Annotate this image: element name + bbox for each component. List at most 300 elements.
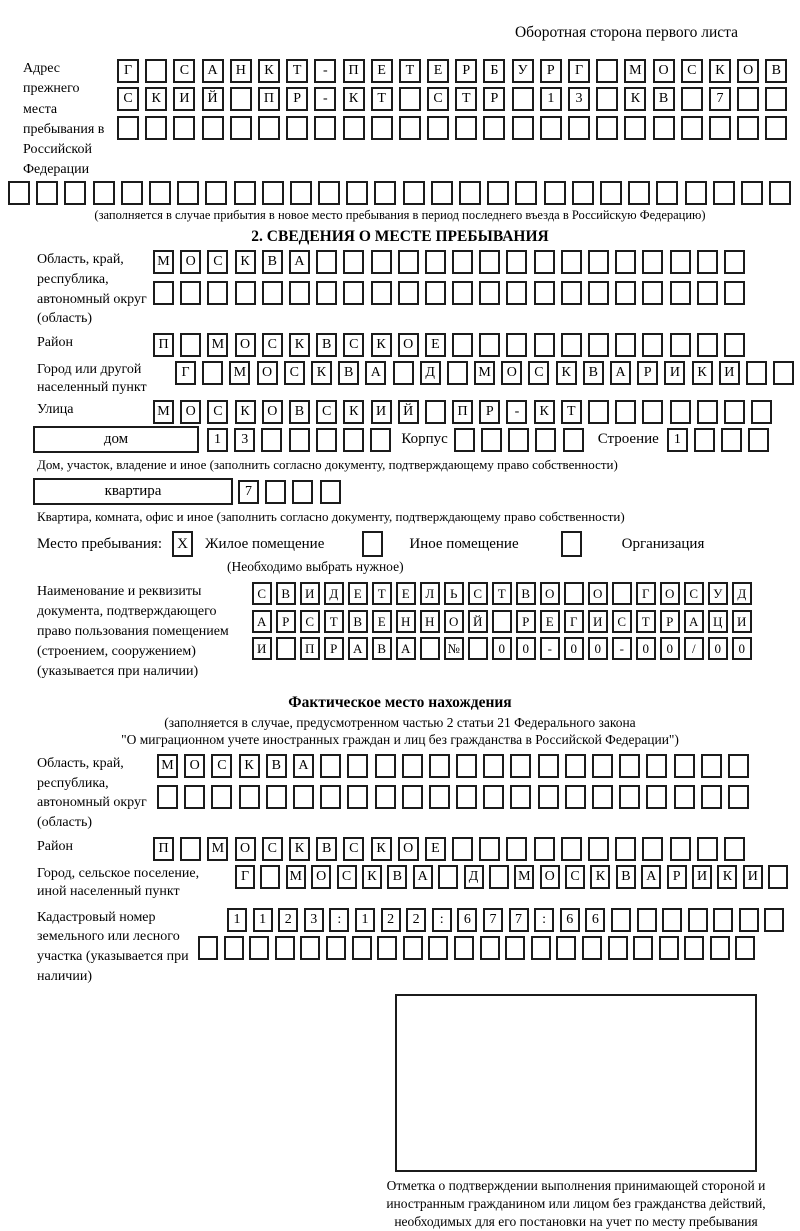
char-cell[interactable] <box>701 785 722 809</box>
char-cell[interactable] <box>326 936 346 960</box>
char-cell[interactable]: О <box>180 250 201 274</box>
char-cell[interactable] <box>343 281 364 305</box>
char-cell[interactable] <box>249 936 269 960</box>
char-cell[interactable]: С <box>337 865 357 889</box>
char-cell[interactable]: Б <box>483 59 505 83</box>
char-cell[interactable] <box>239 785 260 809</box>
char-cell[interactable]: № <box>444 637 464 660</box>
char-cell[interactable]: Й <box>398 400 419 424</box>
char-cell[interactable]: И <box>732 610 752 633</box>
char-cell[interactable] <box>316 428 337 452</box>
char-cell[interactable] <box>751 400 772 424</box>
char-cell[interactable] <box>452 281 473 305</box>
char-cell[interactable]: 1 <box>253 908 273 932</box>
char-cell[interactable]: Т <box>561 400 582 424</box>
char-cell[interactable]: 0 <box>660 637 680 660</box>
char-cell[interactable]: С <box>681 59 703 83</box>
char-cell[interactable] <box>670 333 691 357</box>
house-type-box[interactable]: дом <box>33 426 199 453</box>
char-cell[interactable] <box>773 361 794 385</box>
char-cell[interactable]: / <box>684 637 704 660</box>
char-cell[interactable]: Р <box>516 610 536 633</box>
char-cell[interactable] <box>724 400 745 424</box>
char-cell[interactable] <box>642 400 663 424</box>
char-cell[interactable]: Е <box>540 610 560 633</box>
char-cell[interactable] <box>483 116 505 140</box>
char-cell[interactable]: Г <box>235 865 255 889</box>
char-cell[interactable] <box>427 116 449 140</box>
char-cell[interactable] <box>180 837 201 861</box>
char-cell[interactable]: М <box>207 837 228 861</box>
char-cell[interactable]: В <box>516 582 536 605</box>
char-cell[interactable] <box>489 865 509 889</box>
char-cell[interactable] <box>262 181 284 205</box>
char-cell[interactable] <box>592 754 613 778</box>
char-cell[interactable]: К <box>311 361 332 385</box>
char-cell[interactable] <box>454 936 474 960</box>
char-cell[interactable]: Е <box>396 582 416 605</box>
char-cell[interactable] <box>177 181 199 205</box>
char-cell[interactable]: Л <box>420 582 440 605</box>
char-cell[interactable]: 2 <box>406 908 426 932</box>
char-cell[interactable]: Р <box>286 87 308 111</box>
char-cell[interactable]: С <box>684 582 704 605</box>
char-cell[interactable] <box>642 837 663 861</box>
char-cell[interactable]: К <box>590 865 610 889</box>
char-cell[interactable]: Д <box>732 582 752 605</box>
char-cell[interactable]: Й <box>202 87 224 111</box>
char-cell[interactable] <box>588 400 609 424</box>
char-cell[interactable] <box>615 837 636 861</box>
char-cell[interactable]: С <box>207 250 228 274</box>
char-cell[interactable] <box>459 181 481 205</box>
char-cell[interactable]: О <box>311 865 331 889</box>
char-cell[interactable]: А <box>413 865 433 889</box>
char-cell[interactable] <box>737 87 759 111</box>
char-cell[interactable] <box>506 250 527 274</box>
char-cell[interactable]: 1 <box>667 428 688 452</box>
char-cell[interactable] <box>506 281 527 305</box>
char-cell[interactable] <box>276 637 296 660</box>
char-cell[interactable]: М <box>624 59 646 83</box>
char-cell[interactable]: 1 <box>227 908 247 932</box>
char-cell[interactable]: Р <box>540 59 562 83</box>
char-cell[interactable]: К <box>289 333 310 357</box>
char-cell[interactable] <box>479 250 500 274</box>
char-cell[interactable] <box>64 181 86 205</box>
char-cell[interactable]: Т <box>455 87 477 111</box>
char-cell[interactable]: А <box>365 361 386 385</box>
char-cell[interactable] <box>289 281 310 305</box>
char-cell[interactable]: О <box>588 582 608 605</box>
char-cell[interactable]: К <box>692 361 713 385</box>
char-cell[interactable] <box>261 428 282 452</box>
char-cell[interactable]: С <box>262 837 283 861</box>
char-cell[interactable] <box>510 754 531 778</box>
char-cell[interactable] <box>670 400 691 424</box>
char-cell[interactable]: : <box>534 908 554 932</box>
char-cell[interactable] <box>224 936 244 960</box>
char-cell[interactable] <box>399 116 421 140</box>
char-cell[interactable]: О <box>444 610 464 633</box>
char-cell[interactable] <box>561 281 582 305</box>
char-cell[interactable]: В <box>583 361 604 385</box>
char-cell[interactable]: В <box>276 582 296 605</box>
char-cell[interactable] <box>230 87 252 111</box>
char-cell[interactable] <box>454 428 475 452</box>
char-cell[interactable]: К <box>717 865 737 889</box>
char-cell[interactable]: Т <box>286 59 308 83</box>
char-cell[interactable] <box>456 754 477 778</box>
char-cell[interactable]: 0 <box>492 637 512 660</box>
char-cell[interactable] <box>728 754 749 778</box>
char-cell[interactable] <box>538 785 559 809</box>
char-cell[interactable] <box>596 59 618 83</box>
char-cell[interactable] <box>506 837 527 861</box>
char-cell[interactable] <box>198 936 218 960</box>
char-cell[interactable]: К <box>534 400 555 424</box>
char-cell[interactable]: Н <box>230 59 252 83</box>
char-cell[interactable]: С <box>343 837 364 861</box>
char-cell[interactable] <box>300 936 320 960</box>
char-cell[interactable]: О <box>540 865 560 889</box>
char-cell[interactable]: И <box>252 637 272 660</box>
apartment-type-box[interactable]: квартира <box>33 478 233 505</box>
char-cell[interactable] <box>429 785 450 809</box>
char-cell[interactable]: Р <box>660 610 680 633</box>
char-cell[interactable]: А <box>684 610 704 633</box>
char-cell[interactable]: Т <box>371 87 393 111</box>
char-cell[interactable]: А <box>396 637 416 660</box>
char-cell[interactable] <box>764 908 784 932</box>
char-cell[interactable] <box>710 936 730 960</box>
char-cell[interactable]: Р <box>667 865 687 889</box>
char-cell[interactable] <box>371 281 392 305</box>
char-cell[interactable]: О <box>501 361 522 385</box>
char-cell[interactable] <box>561 333 582 357</box>
char-cell[interactable]: А <box>202 59 224 83</box>
char-cell[interactable]: В <box>653 87 675 111</box>
char-cell[interactable]: С <box>284 361 305 385</box>
char-cell[interactable]: К <box>371 837 392 861</box>
char-cell[interactable] <box>483 754 504 778</box>
char-cell[interactable]: О <box>235 837 256 861</box>
char-cell[interactable]: 6 <box>560 908 580 932</box>
char-cell[interactable] <box>286 116 308 140</box>
char-cell[interactable] <box>510 785 531 809</box>
char-cell[interactable] <box>371 250 392 274</box>
char-cell[interactable] <box>582 936 602 960</box>
char-cell[interactable]: Е <box>425 837 446 861</box>
char-cell[interactable]: - <box>314 87 336 111</box>
char-cell[interactable] <box>456 785 477 809</box>
char-cell[interactable]: Д <box>324 582 344 605</box>
char-cell[interactable] <box>207 281 228 305</box>
char-cell[interactable]: К <box>624 87 646 111</box>
char-cell[interactable] <box>765 116 787 140</box>
char-cell[interactable]: 1 <box>540 87 562 111</box>
char-cell[interactable] <box>343 116 365 140</box>
char-cell[interactable]: Й <box>468 610 488 633</box>
char-cell[interactable] <box>447 361 468 385</box>
char-cell[interactable] <box>262 281 283 305</box>
char-cell[interactable] <box>375 754 396 778</box>
char-cell[interactable]: 0 <box>636 637 656 660</box>
char-cell[interactable]: 6 <box>457 908 477 932</box>
char-cell[interactable] <box>235 281 256 305</box>
char-cell[interactable]: Г <box>175 361 196 385</box>
char-cell[interactable] <box>375 785 396 809</box>
char-cell[interactable]: И <box>719 361 740 385</box>
char-cell[interactable] <box>452 837 473 861</box>
char-cell[interactable]: О <box>737 59 759 83</box>
char-cell[interactable]: Ц <box>708 610 728 633</box>
char-cell[interactable] <box>149 181 171 205</box>
char-cell[interactable] <box>211 785 232 809</box>
char-cell[interactable] <box>694 428 715 452</box>
char-cell[interactable] <box>538 754 559 778</box>
char-cell[interactable] <box>713 908 733 932</box>
char-cell[interactable] <box>8 181 30 205</box>
char-cell[interactable] <box>479 837 500 861</box>
char-cell[interactable] <box>728 785 749 809</box>
char-cell[interactable] <box>600 181 622 205</box>
char-cell[interactable]: В <box>338 361 359 385</box>
char-cell[interactable] <box>674 754 695 778</box>
char-cell[interactable] <box>596 87 618 111</box>
char-cell[interactable] <box>117 116 139 140</box>
char-cell[interactable]: В <box>289 400 310 424</box>
char-cell[interactable]: В <box>616 865 636 889</box>
char-cell[interactable]: О <box>235 333 256 357</box>
char-cell[interactable]: С <box>343 333 364 357</box>
char-cell[interactable]: - <box>540 637 560 660</box>
char-cell[interactable]: В <box>372 637 392 660</box>
char-cell[interactable]: Р <box>324 637 344 660</box>
char-cell[interactable] <box>479 281 500 305</box>
char-cell[interactable]: С <box>565 865 585 889</box>
char-cell[interactable] <box>611 908 631 932</box>
char-cell[interactable]: М <box>157 754 178 778</box>
char-cell[interactable]: В <box>316 837 337 861</box>
char-cell[interactable] <box>556 936 576 960</box>
char-cell[interactable]: А <box>252 610 272 633</box>
char-cell[interactable] <box>180 333 201 357</box>
char-cell[interactable] <box>202 361 223 385</box>
char-cell[interactable] <box>480 936 500 960</box>
char-cell[interactable]: К <box>362 865 382 889</box>
char-cell[interactable] <box>588 281 609 305</box>
char-cell[interactable]: 1 <box>207 428 228 452</box>
char-cell[interactable]: Г <box>636 582 656 605</box>
char-cell[interactable]: И <box>664 361 685 385</box>
char-cell[interactable] <box>506 333 527 357</box>
char-cell[interactable] <box>481 428 502 452</box>
char-cell[interactable] <box>316 250 337 274</box>
char-cell[interactable] <box>721 428 742 452</box>
char-cell[interactable]: В <box>387 865 407 889</box>
char-cell[interactable]: Н <box>396 610 416 633</box>
char-cell[interactable] <box>709 116 731 140</box>
char-cell[interactable]: О <box>184 754 205 778</box>
char-cell[interactable]: Р <box>455 59 477 83</box>
char-cell[interactable] <box>425 400 446 424</box>
char-cell[interactable] <box>314 116 336 140</box>
char-cell[interactable] <box>670 837 691 861</box>
char-cell[interactable] <box>737 116 759 140</box>
char-cell[interactable]: А <box>293 754 314 778</box>
char-cell[interactable] <box>615 281 636 305</box>
char-cell[interactable] <box>685 181 707 205</box>
char-cell[interactable] <box>398 250 419 274</box>
char-cell[interactable] <box>628 181 650 205</box>
char-cell[interactable] <box>398 281 419 305</box>
char-cell[interactable] <box>534 250 555 274</box>
char-cell[interactable] <box>642 250 663 274</box>
char-cell[interactable]: С <box>468 582 488 605</box>
char-cell[interactable]: К <box>371 333 392 357</box>
char-cell[interactable] <box>701 754 722 778</box>
char-cell[interactable] <box>370 428 391 452</box>
char-cell[interactable]: О <box>257 361 278 385</box>
char-cell[interactable]: В <box>266 754 287 778</box>
char-cell[interactable] <box>343 428 364 452</box>
char-cell[interactable] <box>713 181 735 205</box>
char-cell[interactable]: 0 <box>588 637 608 660</box>
char-cell[interactable]: К <box>289 837 310 861</box>
char-cell[interactable] <box>656 181 678 205</box>
char-cell[interactable]: П <box>452 400 473 424</box>
char-cell[interactable] <box>659 936 679 960</box>
char-cell[interactable]: О <box>653 59 675 83</box>
char-cell[interactable]: Р <box>637 361 658 385</box>
char-cell[interactable] <box>681 116 703 140</box>
char-cell[interactable] <box>642 281 663 305</box>
char-cell[interactable]: С <box>211 754 232 778</box>
char-cell[interactable]: И <box>173 87 195 111</box>
char-cell[interactable] <box>624 116 646 140</box>
char-cell[interactable] <box>724 281 745 305</box>
char-cell[interactable]: : <box>329 908 349 932</box>
char-cell[interactable] <box>670 250 691 274</box>
char-cell[interactable]: К <box>258 59 280 83</box>
char-cell[interactable] <box>234 181 256 205</box>
char-cell[interactable]: Е <box>348 582 368 605</box>
char-cell[interactable]: В <box>765 59 787 83</box>
char-cell[interactable] <box>93 181 115 205</box>
char-cell[interactable]: Р <box>276 610 296 633</box>
char-cell[interactable]: Г <box>564 610 584 633</box>
char-cell[interactable]: Е <box>427 59 449 83</box>
char-cell[interactable]: О <box>262 400 283 424</box>
char-cell[interactable]: В <box>262 250 283 274</box>
char-cell[interactable]: А <box>610 361 631 385</box>
char-cell[interactable]: Д <box>420 361 441 385</box>
char-cell[interactable]: Г <box>568 59 590 83</box>
char-cell[interactable] <box>735 936 755 960</box>
char-cell[interactable]: Т <box>492 582 512 605</box>
char-cell[interactable] <box>670 281 691 305</box>
char-cell[interactable]: 3 <box>568 87 590 111</box>
char-cell[interactable]: М <box>474 361 495 385</box>
char-cell[interactable] <box>592 785 613 809</box>
char-cell[interactable] <box>290 181 312 205</box>
char-cell[interactable] <box>320 785 341 809</box>
char-cell[interactable] <box>534 837 555 861</box>
char-cell[interactable] <box>646 754 667 778</box>
char-cell[interactable]: О <box>540 582 560 605</box>
char-cell[interactable]: С <box>528 361 549 385</box>
char-cell[interactable] <box>320 480 341 504</box>
char-cell[interactable]: 2 <box>381 908 401 932</box>
char-cell[interactable]: А <box>641 865 661 889</box>
char-cell[interactable] <box>173 116 195 140</box>
char-cell[interactable]: О <box>398 837 419 861</box>
char-cell[interactable]: П <box>258 87 280 111</box>
char-cell[interactable]: 3 <box>304 908 324 932</box>
char-cell[interactable] <box>202 116 224 140</box>
char-cell[interactable] <box>347 785 368 809</box>
char-cell[interactable]: П <box>300 637 320 660</box>
char-cell[interactable]: Е <box>371 59 393 83</box>
char-cell[interactable] <box>483 785 504 809</box>
char-cell[interactable]: - <box>506 400 527 424</box>
char-cell[interactable]: О <box>660 582 680 605</box>
stay-type-checkbox-organization[interactable] <box>561 531 582 557</box>
char-cell[interactable] <box>588 250 609 274</box>
char-cell[interactable]: В <box>316 333 337 357</box>
char-cell[interactable] <box>347 754 368 778</box>
char-cell[interactable]: У <box>512 59 534 83</box>
char-cell[interactable]: 0 <box>708 637 728 660</box>
char-cell[interactable] <box>596 116 618 140</box>
char-cell[interactable]: М <box>229 361 250 385</box>
char-cell[interactable] <box>505 936 525 960</box>
char-cell[interactable] <box>36 181 58 205</box>
char-cell[interactable] <box>540 116 562 140</box>
char-cell[interactable] <box>452 333 473 357</box>
char-cell[interactable]: 7 <box>238 480 259 504</box>
char-cell[interactable] <box>697 250 718 274</box>
stay-type-checkbox-other-premise[interactable] <box>362 531 383 557</box>
char-cell[interactable] <box>544 181 566 205</box>
char-cell[interactable] <box>429 754 450 778</box>
char-cell[interactable] <box>455 116 477 140</box>
char-cell[interactable] <box>377 936 397 960</box>
char-cell[interactable]: И <box>371 400 392 424</box>
char-cell[interactable]: Е <box>425 333 446 357</box>
char-cell[interactable] <box>615 333 636 357</box>
char-cell[interactable] <box>748 428 769 452</box>
char-cell[interactable] <box>157 785 178 809</box>
char-cell[interactable]: М <box>286 865 306 889</box>
char-cell[interactable]: К <box>235 250 256 274</box>
char-cell[interactable] <box>724 837 745 861</box>
char-cell[interactable]: И <box>588 610 608 633</box>
char-cell[interactable] <box>452 250 473 274</box>
char-cell[interactable] <box>535 428 556 452</box>
stay-type-checkbox-residential[interactable]: X <box>172 531 193 557</box>
char-cell[interactable]: С <box>117 87 139 111</box>
char-cell[interactable]: М <box>514 865 534 889</box>
char-cell[interactable]: 0 <box>516 637 536 660</box>
char-cell[interactable] <box>425 250 446 274</box>
char-cell[interactable]: 2 <box>278 908 298 932</box>
char-cell[interactable]: А <box>348 637 368 660</box>
char-cell[interactable]: С <box>207 400 228 424</box>
char-cell[interactable] <box>420 637 440 660</box>
char-cell[interactable] <box>681 87 703 111</box>
